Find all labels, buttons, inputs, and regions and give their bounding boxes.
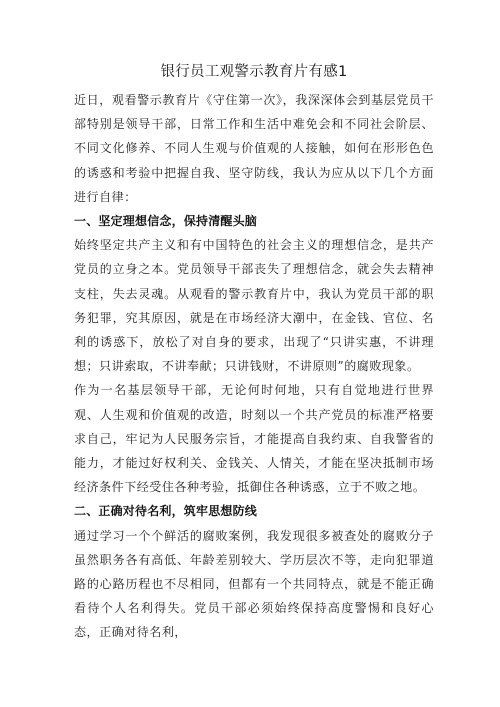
document-title: 银行员工观警示教育片有感1	[160, 64, 348, 80]
section-heading-2: 二、正确对待名利，筑牢思想防线	[74, 504, 258, 519]
intro-paragraph: 近日，观看警示教育片《守住第一次》，我深深体会到基层党员干部特别是领导干部，日常工作和生活中难免会和不同社会阶层、不同文化修养、不同人生观与价值观的人接触，如何在形形色色的诱惑和考验中把握自我、坚守防线，我认为应从以下几个方面进行自律：	[74, 93, 434, 204]
paragraph-fame-gain: 通过学习一个个鲜活的腐败案例，我发现很多被查处的腐败分子虽然职务各有高低、年龄差别较大、学历层次不等，走向犯罪道路的心路历程也不尽相同，但都有一个共同特点，就是不能正确看待个人名利得失。党员干部必须始终保持高度警惕和良好心态，正确对待名利，	[74, 528, 434, 640]
section-heading-1: 一、坚定理想信念，保持清醒头脑	[74, 214, 258, 229]
paragraph-ideals: 始终坚定共产主义和有中国特色的社会主义的理想信念，是共产党员的立身之本。党员领导干部丧失了理想信念，就会失去精神支柱，失去灵魂。从观看的警示教育片中，我认为党员干部的职务犯罪，究其原因，就是在市场经济大潮中，在金钱、官位、名利的诱惑下，放松了对自身的要求，出现了“只讲实惠，不讲理想；只讲索取，不讲奉献；只讲钱财，不讲原则”的腐败现象。	[74, 238, 434, 374]
paragraph-leader-duty: 作为一名基层领导干部，无论何时何地，只有自觉地进行世界观、人生观和价值观的改造，时刻以一个共产党员的标准严格要求自己，牢记为人民服务宗旨，才能提高自我约束、自我警省的能力，才能过好权利关、金钱关、人情关，才能在坚决抵制市场经济条件下经受住各种考验，抵御住各种诱惑，立于不败之地。	[74, 383, 434, 495]
